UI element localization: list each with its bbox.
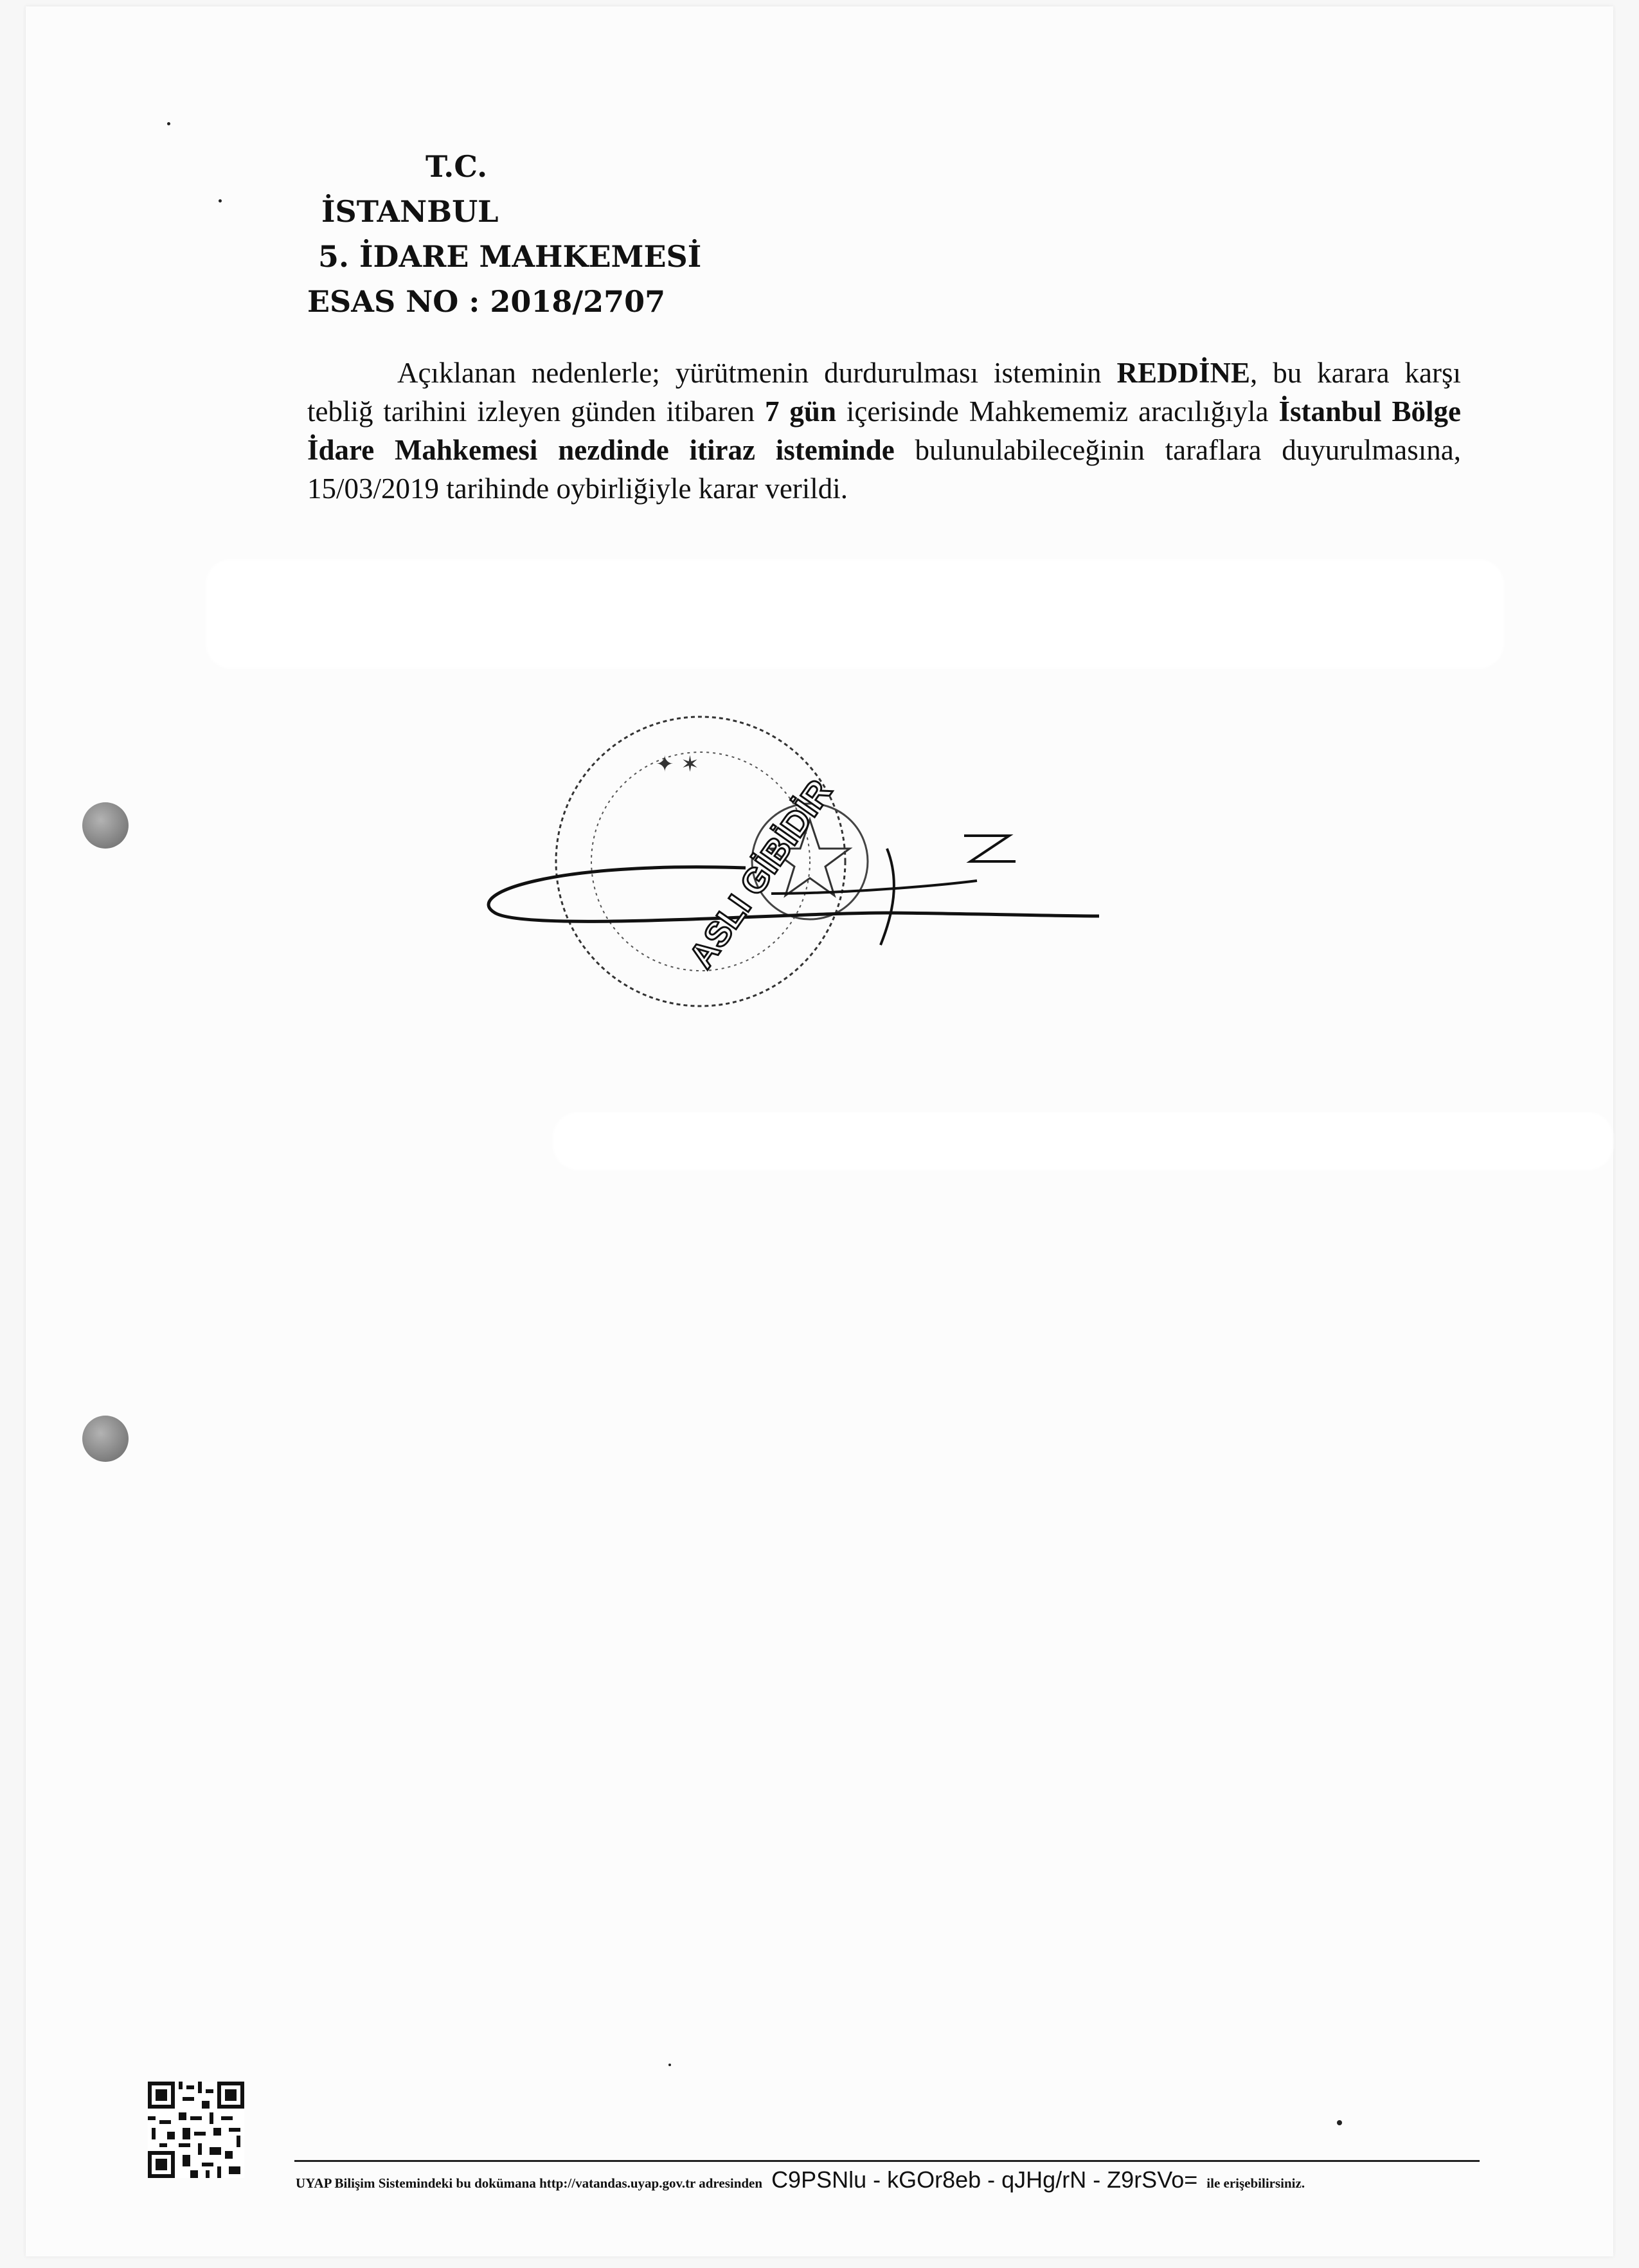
header-case-number: ESAS NO : 2018/2707 [307, 284, 666, 319]
uyap-footer [296, 2166, 1485, 2199]
scan-speck [1337, 2120, 1342, 2125]
footer-suffix: ile erişebilirsiniz. [1206, 2175, 1305, 2191]
footer-prefix: UYAP Bilişim Sistemindeki bu dokümana http://vatandas.uyap.gov.tr adresinden [296, 2175, 763, 2191]
qr-code [148, 2082, 244, 2178]
court-seal-and-signature [476, 701, 1118, 1035]
decision-bold-reddine: REDDİNE [1116, 357, 1251, 389]
decision-text-2: , bu karara karşı tebliğ tarihini izleyen günden itibaren [307, 357, 1461, 428]
scan-speck [668, 2064, 671, 2066]
footer-access-code: C9PSNlu - kGOr8eb - qJHg/rN - Z9rSVo= [771, 2166, 1198, 2193]
stamp-asli-gibidir: ASLI GİBİDİR [681, 773, 840, 975]
header-tc: T.C. [425, 149, 488, 184]
header-city: İSTANBUL [321, 194, 499, 229]
footer-rule [294, 2160, 1480, 2162]
header-court-name: 5. İDARE MAHKEMESİ [318, 239, 702, 274]
decision-text-3: içerisinde Mahkememiz aracılığıyla [836, 395, 1279, 428]
decision-text-4: bulunulabileceğinin taraflara duyurulmasına, 15/03/2019 tarihinde oybirliğiyle karar verildi. [307, 434, 1461, 505]
decision-text-1: Açıklanan nedenlerle; yürütmenin durdurulması isteminin [397, 357, 1117, 389]
punch-hole [82, 1416, 129, 1462]
decision-bold-court: İstanbul Bölge İdare Mahkemesi nezdinde itiraz isteminde [307, 395, 1461, 466]
scan-speck [219, 199, 222, 203]
document-page [26, 6, 1613, 2256]
redacted-area [206, 559, 1504, 669]
scan-speck [167, 122, 170, 125]
redacted-area [553, 1112, 1613, 1170]
decision-paragraph [307, 354, 1461, 508]
punch-hole [82, 802, 129, 849]
decision-bold-days: 7 gün [764, 395, 836, 428]
seal-signature-graphic [476, 701, 1118, 1035]
svg-text:✦ ✶: ✦ ✶ [656, 752, 699, 777]
